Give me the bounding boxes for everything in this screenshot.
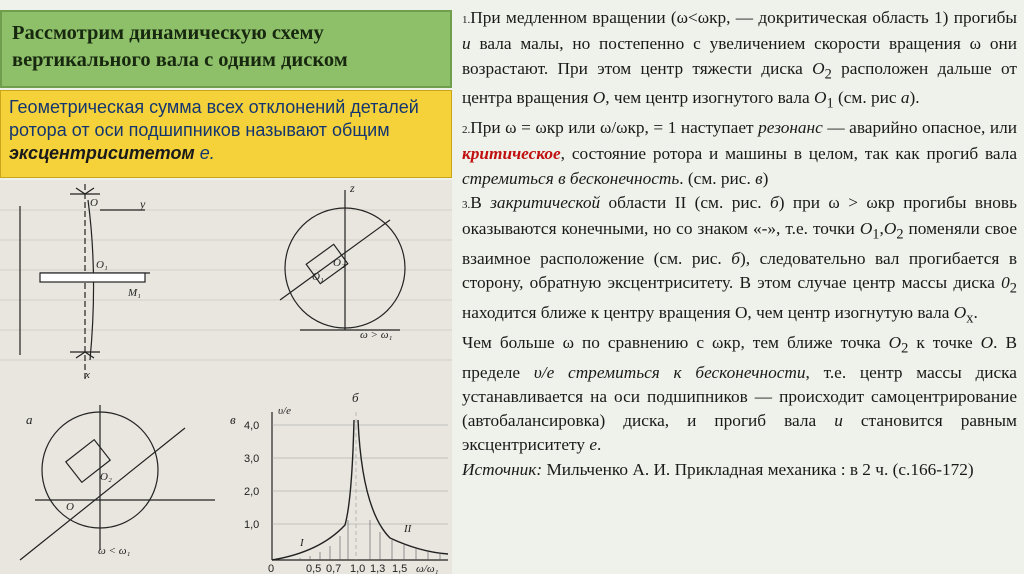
chart-x-tick-07: 0,7 bbox=[326, 563, 342, 574]
p3-text-d: , bbox=[879, 219, 884, 239]
p4-text-d: , т.е. центр массы диска устанавливается на оси подшипников — происходит самоцентрирование (автобалансировка) диска, и прогиб вала bbox=[462, 362, 1017, 431]
p4-o2: O bbox=[888, 332, 902, 352]
label-v: в bbox=[230, 412, 236, 427]
label-o-v: O bbox=[66, 501, 74, 513]
label-omega-b: ω > ω₁ bbox=[360, 329, 393, 341]
panel-v-circle bbox=[20, 405, 215, 560]
label-o2-v: O₂ bbox=[100, 471, 112, 483]
p3-o2: O bbox=[883, 219, 897, 239]
source-text: Мильченко А. И. Прикладная механика : в 2 ч. (с.166-172) bbox=[542, 459, 974, 479]
panel-a-shaft bbox=[20, 184, 150, 380]
label-z-b: z bbox=[350, 181, 355, 195]
p3-o2b-sub: 2 bbox=[1009, 280, 1017, 297]
p1-o1: O bbox=[813, 88, 827, 108]
p3-ox-sub: x bbox=[966, 310, 974, 327]
p4-text-b: к точке bbox=[908, 332, 981, 352]
chart-region-II: II bbox=[404, 523, 412, 535]
definition-line-1: Геометрическая сумма всех отклонений деталей bbox=[9, 97, 419, 117]
definition-symbol: e. bbox=[199, 143, 215, 163]
chart-region-I: I bbox=[300, 537, 304, 549]
label-o1-a: O₁ bbox=[96, 259, 108, 271]
p3-o1-sub: 1 bbox=[872, 226, 880, 243]
p3-number: 3. bbox=[462, 198, 471, 211]
p4-text-e: становится равным эксцентриситету bbox=[462, 411, 1017, 455]
paragraph-self-centering bbox=[462, 331, 1017, 458]
p3-supercritical: закритической bbox=[490, 192, 601, 212]
p1-text-a: При медленном вращении (ω<ωкр, — докритическая область 1) прогибы bbox=[470, 8, 1017, 27]
p1-o2: O bbox=[812, 58, 825, 78]
explanation-text bbox=[462, 6, 1017, 570]
p3-text-c: ) при ω > ωкр прогибы вновь оказываются конечными, но со знаком «-», т.е. точки bbox=[462, 192, 1017, 239]
label-o-top: O bbox=[90, 197, 98, 209]
p2-critical: критическое bbox=[462, 144, 561, 164]
p2-number: 2. bbox=[462, 124, 471, 137]
p3-text-f: ), следовательно вал прогибается в сторону, обратную эксцентриситету. В этом случае центр массы диска bbox=[462, 249, 1017, 293]
p3-fig: б bbox=[770, 192, 779, 212]
chart-x-axis-label: ω/ω₁ bbox=[416, 563, 439, 574]
p4-eccentricity: e bbox=[589, 435, 597, 455]
chart-y-tick-3: 3,0 bbox=[244, 453, 260, 465]
chart-x-tick-0: 0 bbox=[268, 563, 275, 574]
p4-text-a: Чем больше ω по сравнению с ωкр, тем ближе точка bbox=[462, 332, 889, 352]
p4-text-c: . В пределе bbox=[462, 332, 1018, 382]
definition-line-2: ротора от оси подшипников называют общим bbox=[9, 120, 390, 140]
p1-number: 1. bbox=[462, 14, 471, 26]
p3-text-g: находится ближе к центру вращения О, чем центр изогнутую вала bbox=[462, 303, 954, 323]
chart-x-tick-10: 1,0 bbox=[350, 563, 366, 574]
p1-fig: а bbox=[900, 88, 910, 108]
chart-x-tick-05: 0,5 bbox=[306, 563, 322, 574]
chart-x-tick-13: 1,3 bbox=[370, 563, 386, 574]
label-o2-b: O₂ bbox=[333, 257, 345, 269]
p3-ox: O bbox=[953, 303, 967, 323]
p1-o: O bbox=[592, 88, 606, 108]
definition-box bbox=[0, 90, 452, 178]
p3-o1: O bbox=[859, 219, 873, 239]
p1-text-b: вала малы, но постепенно с увеличением скорости вращения ω они возрастают. При этом центр тяжести диска bbox=[462, 34, 1017, 78]
p3-text-a: В bbox=[470, 192, 491, 212]
label-y-a: y bbox=[140, 197, 146, 211]
p3-o2-sub: 2 bbox=[896, 226, 904, 243]
label-omega-v: ω < ω₁ bbox=[98, 545, 131, 557]
p3-o2b: 0 bbox=[1001, 273, 1010, 293]
p1-o2-sub: 2 bbox=[824, 66, 832, 83]
p2-text-e: ) bbox=[762, 168, 769, 188]
p2-text-c: , состояние ротора и машины в целом, так как прогиб вала bbox=[560, 144, 1017, 164]
p4-o2-sub: 2 bbox=[901, 340, 909, 357]
p2-text-d: . (см. рис. bbox=[679, 168, 756, 188]
title-box bbox=[0, 10, 452, 88]
slide-title bbox=[12, 20, 440, 74]
p3-fig2: б bbox=[731, 249, 740, 269]
paragraph-supercritical bbox=[462, 191, 1017, 331]
shaft-diagram bbox=[0, 180, 452, 574]
p2-infinity: стремиться в бесконечность bbox=[462, 168, 680, 188]
p3-text-b: области II (см. рис. bbox=[600, 192, 771, 212]
p1-text-d: , чем центр изогнутого вала bbox=[605, 88, 814, 108]
p1-o1-sub: 1 bbox=[826, 95, 834, 112]
source-citation bbox=[462, 458, 1017, 482]
p2-resonance: резонанс bbox=[758, 118, 823, 138]
p2-text-a: При ω = ωкр или ω/ωкр, = 1 наступает bbox=[470, 118, 759, 138]
title-line-1: Рассмотрим динамическую схему bbox=[12, 22, 324, 44]
label-a: а bbox=[26, 412, 33, 427]
p3-text-e: поменяли свое взаимное расположение (см. рис. bbox=[462, 219, 1018, 269]
shaft-diagram-figure bbox=[0, 180, 452, 574]
p1-text-c: расположен дальше от центра вращения bbox=[462, 58, 1017, 108]
label-b: б bbox=[352, 390, 359, 405]
label-x-a: x bbox=[85, 369, 90, 381]
chart-y-tick-1: 1,0 bbox=[244, 519, 260, 531]
chart-x-tick-15: 1,5 bbox=[392, 563, 408, 574]
p2-text-b: — аварийно опасное, или bbox=[822, 118, 1017, 138]
p4-limit: υ/e стремиться к бесконечности bbox=[533, 362, 806, 382]
chart-y-tick-4: 4,0 bbox=[244, 420, 260, 432]
definition-term: эксцентриситетом bbox=[9, 143, 195, 163]
title-line-2: вертикального вала с одним диском bbox=[12, 49, 348, 71]
label-o1-b: O₁ bbox=[312, 271, 324, 283]
paragraph-resonance bbox=[462, 116, 1017, 191]
resonance-chart bbox=[244, 405, 448, 574]
p1-u: и bbox=[462, 34, 471, 54]
paragraph-subcritical bbox=[462, 6, 1017, 116]
p4-o: O bbox=[980, 332, 994, 352]
p1-text-f: ). bbox=[909, 88, 920, 108]
p4-u: и bbox=[834, 411, 843, 431]
label-m1: M₁ bbox=[128, 287, 141, 299]
p2-fig: в bbox=[755, 168, 763, 188]
chart-y-tick-2: 2,0 bbox=[244, 486, 260, 498]
p3-text-h: . bbox=[973, 303, 978, 323]
chart-y-axis-label: υ/e bbox=[278, 405, 291, 417]
p1-text-e: (см. рис bbox=[833, 88, 901, 108]
definition-line-3 bbox=[9, 142, 443, 165]
source-label: Источник: bbox=[462, 459, 543, 479]
p4-text-f: . bbox=[596, 435, 602, 455]
